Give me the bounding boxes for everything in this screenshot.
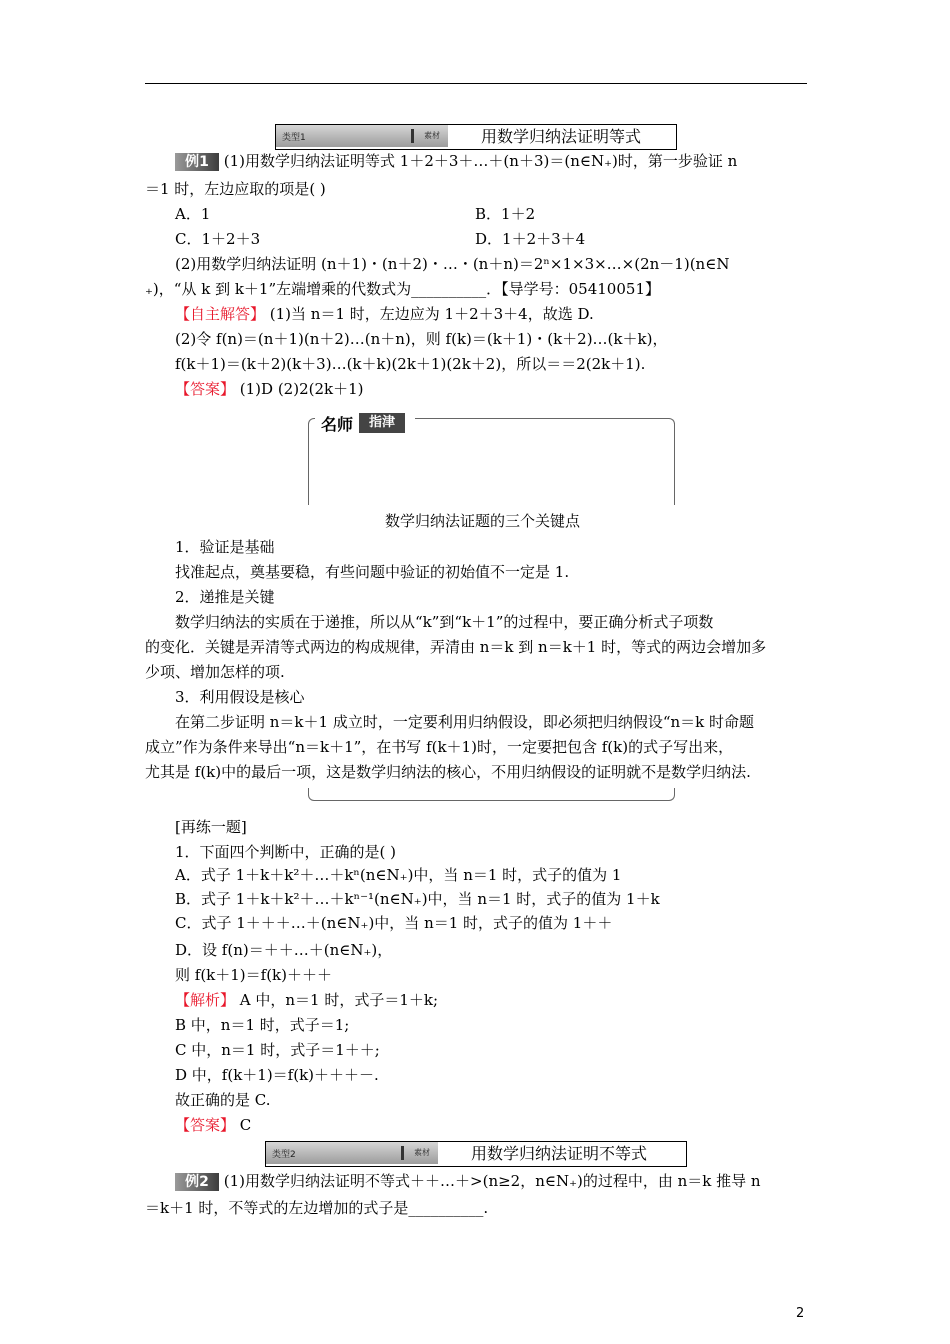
analysis-line: B 中，n＝1 时，式子＝1; [175, 1016, 350, 1034]
section-tag-right: 素材 [414, 1148, 430, 1157]
section-tag-label: 类型1 [282, 133, 306, 143]
example-badge: 例2 [175, 1173, 219, 1191]
practice-question: 1．下面四个判断中，正确的是( ) [175, 843, 397, 861]
answer-line [175, 1116, 251, 1135]
section-type-bar [265, 1141, 687, 1167]
option-a: A．1 [175, 205, 211, 223]
solution-label: 【自主解答】 [175, 305, 266, 323]
section-title: 用数学归纳法证明等式 [481, 127, 642, 146]
tip-frame-bottom [308, 788, 675, 801]
practice-option-b: B．式子 1＋k＋k²＋…＋kⁿ⁻¹(n∈N₊)中，当 n＝1 时，式子的值为 1＋k [175, 890, 660, 908]
tag-divider [411, 129, 414, 143]
practice-option-d: D．设 f(n)＝＋＋…＋(n∈N₊)， [175, 941, 393, 959]
question-line: (2)用数学归纳法证明 (n＋1)・(n＋2)・…・(n＋n)＝2ⁿ×1×3×…×(2n－1)(n∈N [175, 255, 730, 273]
tip-text: 数学归纳法的实质在于递推，所以从“k”到“k＋1”的过程中，要正确分析式子项数 [175, 613, 714, 631]
analysis-line: 故正确的是 C. [175, 1091, 271, 1109]
tip-text: 尤其是 f(k)中的最后一项，这是数学归纳法的核心，不用归纳假设的证明就不是数学归纳法. [145, 763, 751, 781]
practice-option-c: C．式子 1＋＋＋…＋(n∈N₊)中，当 n＝1 时，式子的值为 1＋＋ [175, 914, 613, 932]
question-line: ＝k＋1 时，不等式的左边增加的式子是__________. [145, 1199, 489, 1217]
analysis-text: A 中，n＝1 时，式子＝1＋k; [235, 991, 439, 1009]
example-1-line [175, 152, 737, 171]
solution-line: (2)令 f(n)＝(n＋1)(n＋2)…(n＋n)，则 f(k)＝(k＋1)・(k＋2)…(k＋k)， [175, 330, 668, 348]
practice-option-a: A．式子 1＋k＋k²＋…＋kⁿ(n∈N₊)中，当 n＝1 时，式子的值为 1 [175, 866, 622, 884]
answer-text: C [235, 1116, 252, 1134]
tip-tab-right: 指津 [359, 413, 405, 433]
example-badge: 例1 [175, 153, 219, 171]
tip-point-title: 2．递推是关键 [175, 588, 275, 606]
tip-heading: 数学归纳法证题的三个关键点 [385, 512, 581, 530]
section-type-bar [275, 124, 677, 150]
tip-tab-left: 名师 [321, 415, 354, 434]
answer-line [175, 380, 364, 399]
option-c: C．1＋2＋3 [175, 230, 261, 248]
section-tag [276, 125, 448, 147]
tip-text: 找准起点，奠基要稳，有些问题中验证的初始值不一定是 1. [175, 563, 570, 581]
section-tag [266, 1142, 438, 1164]
practice-header: [再练一题] [175, 818, 247, 836]
answer-label: 【答案】 [175, 1116, 236, 1134]
section-tag-label: 类型2 [272, 1150, 296, 1160]
option-b: B．1＋2 [475, 205, 536, 223]
page-number: 2 [796, 1306, 805, 1321]
tip-text: 成立”作为条件来导出“n＝k＋1”，在书写 f(k＋1)时，一定要把包含 f(k)的式子写出来， [145, 738, 734, 756]
solution-text: (1)当 n＝1 时，左边应为 1＋2＋3＋4，故选 D. [265, 305, 594, 323]
question-line: ＝1 时，左边应取的项是( ) [145, 180, 326, 198]
example-question: (1)用数学归纳法证明等式 1＋2＋3＋…＋(n＋3)＝(n∈N₊)时，第一步验证 n [223, 152, 738, 170]
tip-text: 少项、增加怎样的项. [145, 663, 285, 681]
analysis-line: C 中，n＝1 时，式子＝1＋＋; [175, 1041, 380, 1059]
answer-text: (1)D (2)2(2k＋1) [235, 380, 364, 398]
answer-label: 【答案】 [175, 380, 236, 398]
section-title: 用数学归纳法证明不等式 [471, 1144, 648, 1163]
header-rule [145, 83, 807, 84]
example-question: (1)用数学归纳法证明不等式＋＋…＋>(n≥2，n∈N₊)的过程中，由 n＝k 推导 n [223, 1172, 761, 1190]
analysis-line: D 中，f(k＋1)＝f(k)＋＋＋－. [175, 1066, 379, 1084]
example-2-line [175, 1172, 761, 1191]
solution-line: f(k＋1)＝(k＋2)(k＋3)…(k＋k)(2k＋1)(2k＋2)，所以＝＝2(2k＋1). [175, 355, 646, 373]
option-d: D．1＋2＋3＋4 [475, 230, 586, 248]
section-tag-right: 素材 [424, 131, 440, 140]
tip-text: 的变化．关键是弄清等式两边的构成规律，弄清由 n＝k 到 n＝k＋1 时，等式的两边会增加多 [145, 638, 767, 656]
tip-tab [315, 410, 415, 436]
analysis-line [175, 991, 438, 1010]
analysis-label: 【解析】 [175, 991, 236, 1009]
solution-line [175, 305, 594, 324]
tag-divider [401, 1146, 404, 1160]
tip-point-title: 3．利用假设是核心 [175, 688, 305, 706]
tip-point-title: 1．验证是基础 [175, 538, 275, 556]
tip-text: 在第二步证明 n＝k＋1 成立时，一定要利用归纳假设，即必须把归纳假设“n＝k 时命题 [175, 713, 755, 731]
question-line: ₊)，“从 k 到 k＋1”左端增乘的代数式为__________．【导学号：05410051】 [145, 280, 660, 298]
practice-option-d-cont: 则 f(k＋1)＝f(k)＋＋＋ [175, 966, 333, 984]
